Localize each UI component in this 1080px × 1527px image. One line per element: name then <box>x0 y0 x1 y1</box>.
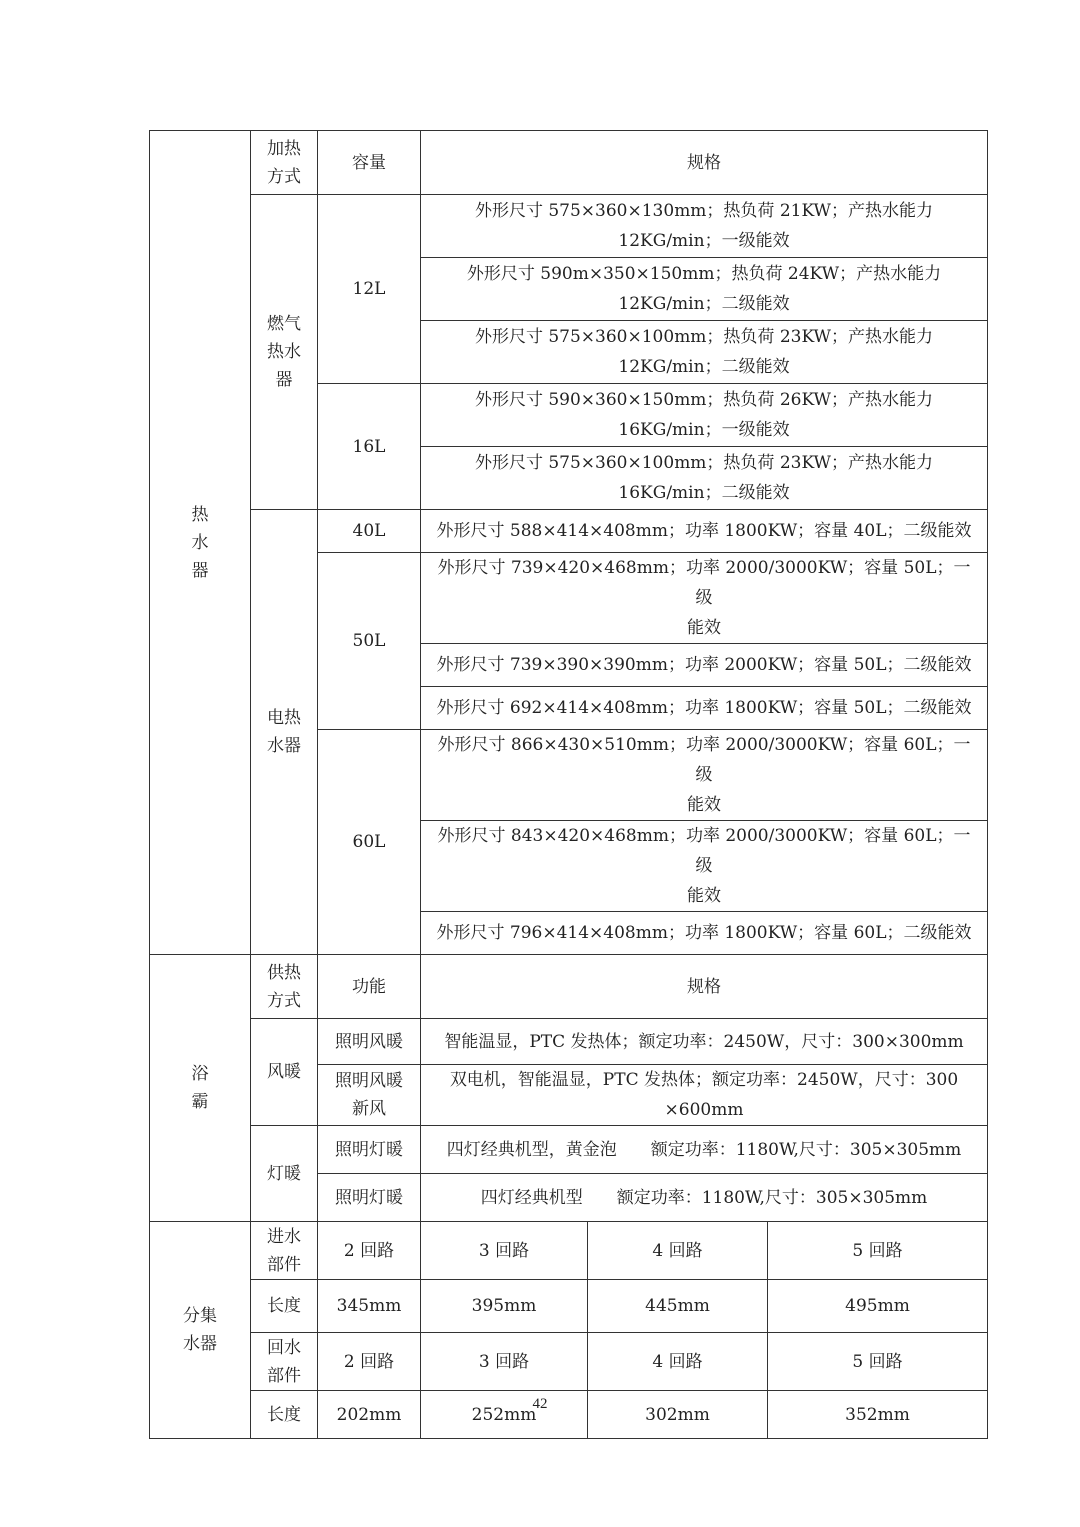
bath-type-cell: 灯暖 <box>251 1126 318 1222</box>
manifold-value-cell: 3 回路 <box>421 1333 588 1391</box>
spec-cell: 双电机，智能温显，PTC 发热体；额定功率：2450W，尺寸：300 ×600mm <box>421 1065 988 1126</box>
manifold-label-cell: 回水 部件 <box>251 1333 318 1391</box>
spec-cell: 外形尺寸 590m×350×150mm；热负荷 24KW；产热水能力 12KG/min；二级能效 <box>421 258 988 321</box>
capacity-cell: 40L <box>318 510 421 553</box>
manifold-label-cell: 长度 <box>251 1280 318 1333</box>
spec-cell: 智能温显，PTC 发热体；额定功率：2450W，尺寸：300×300mm <box>421 1019 988 1065</box>
manifold-value-cell: 4 回路 <box>588 1333 768 1391</box>
manifold-value-cell: 202mm <box>318 1391 421 1439</box>
bath-row <box>150 1019 988 1065</box>
heater-category-cell: 热 水 器 <box>150 131 251 955</box>
manifold-value-cell: 4 回路 <box>588 1222 768 1280</box>
heating-supply-header: 供热 方式 <box>251 955 318 1019</box>
capacity-header: 容量 <box>318 131 421 195</box>
page-number: 42 <box>532 1396 548 1412</box>
manifold-row <box>150 1222 988 1280</box>
manifold-value-cell: 395mm <box>421 1280 588 1333</box>
gas-heater-row <box>150 195 988 258</box>
function-cell: 照明风暖 新风 <box>318 1065 421 1126</box>
manifold-value-cell: 352mm <box>768 1391 988 1439</box>
manifold-value-cell: 5 回路 <box>768 1222 988 1280</box>
manifold-row <box>150 1280 988 1333</box>
spec-cell: 外形尺寸 843×420×468mm；功率 2000/3000KW；容量 60L；一级 能效 <box>421 821 988 912</box>
bath-header-row <box>150 955 988 1019</box>
spec-cell: 四灯经典机型 额定功率：1180W,尺寸：305×305mm <box>421 1174 988 1222</box>
spec-cell: 外形尺寸 739×420×468mm；功率 2000/3000KW；容量 50L；一级 能效 <box>421 553 988 644</box>
spec-cell: 外形尺寸 866×430×510mm；功率 2000/3000KW；容量 60L；一级 能效 <box>421 730 988 821</box>
manifold-value-cell: 345mm <box>318 1280 421 1333</box>
manifold-row <box>150 1333 988 1391</box>
function-cell: 照明灯暖 <box>318 1174 421 1222</box>
bath-category-cell: 浴 霸 <box>150 955 251 1222</box>
manifold-value-cell: 302mm <box>588 1391 768 1439</box>
spec-cell: 外形尺寸 739×390×390mm；功率 2000KW；容量 50L；二级能效 <box>421 644 988 687</box>
heating-method-header: 加热 方式 <box>251 131 318 195</box>
manifold-label-cell: 进水 部件 <box>251 1222 318 1280</box>
capacity-cell: 60L <box>318 730 421 955</box>
manifold-value-cell: 495mm <box>768 1280 988 1333</box>
manifold-value-cell: 2 回路 <box>318 1222 421 1280</box>
function-cell: 照明风暖 <box>318 1019 421 1065</box>
capacity-cell: 12L <box>318 195 421 384</box>
manifold-value-cell: 445mm <box>588 1280 768 1333</box>
function-cell: 照明灯暖 <box>318 1126 421 1174</box>
spec-header: 规格 <box>421 131 988 195</box>
spec-cell: 外形尺寸 575×360×130mm；热负荷 21KW；产热水能力 12KG/min；一级能效 <box>421 195 988 258</box>
manifold-value-cell: 3 回路 <box>421 1222 588 1280</box>
spec-table-body <box>150 131 988 1439</box>
gas-heater-type-cell: 燃气 热水 器 <box>251 195 318 510</box>
function-header: 功能 <box>318 955 421 1019</box>
spec-table <box>149 130 988 1439</box>
manifold-value-cell: 5 回路 <box>768 1333 988 1391</box>
capacity-cell: 16L <box>318 384 421 510</box>
bath-row <box>150 1126 988 1174</box>
spec-cell: 外形尺寸 575×360×100mm；热负荷 23KW；产热水能力 16KG/min；二级能效 <box>421 447 988 510</box>
spec-cell: 四灯经典机型，黄金泡 额定功率：1180W,尺寸：305×305mm <box>421 1126 988 1174</box>
electric-heater-row <box>150 510 988 553</box>
electric-heater-type-cell: 电热 水器 <box>251 510 318 955</box>
heater-header-row <box>150 131 988 195</box>
spec-cell: 外形尺寸 575×360×100mm；热负荷 23KW；产热水能力 12KG/min；二级能效 <box>421 321 988 384</box>
spec-cell: 外形尺寸 588×414×408mm；功率 1800KW；容量 40L；二级能效 <box>421 510 988 553</box>
bath-type-cell: 风暖 <box>251 1019 318 1126</box>
manifold-value-cell: 252mm <box>421 1391 588 1439</box>
manifold-category-cell: 分集 水器 <box>150 1222 251 1439</box>
capacity-cell: 50L <box>318 553 421 730</box>
spec-cell: 外形尺寸 692×414×408mm；功率 1800KW；容量 50L；二级能效 <box>421 687 988 730</box>
manifold-value-cell: 2 回路 <box>318 1333 421 1391</box>
spec-cell: 外形尺寸 796×414×408mm；功率 1800KW；容量 60L；二级能效 <box>421 912 988 955</box>
spec-cell: 外形尺寸 590×360×150mm；热负荷 26KW；产热水能力 16KG/min；一级能效 <box>421 384 988 447</box>
spec-header: 规格 <box>421 955 988 1019</box>
manifold-label-cell: 长度 <box>251 1391 318 1439</box>
